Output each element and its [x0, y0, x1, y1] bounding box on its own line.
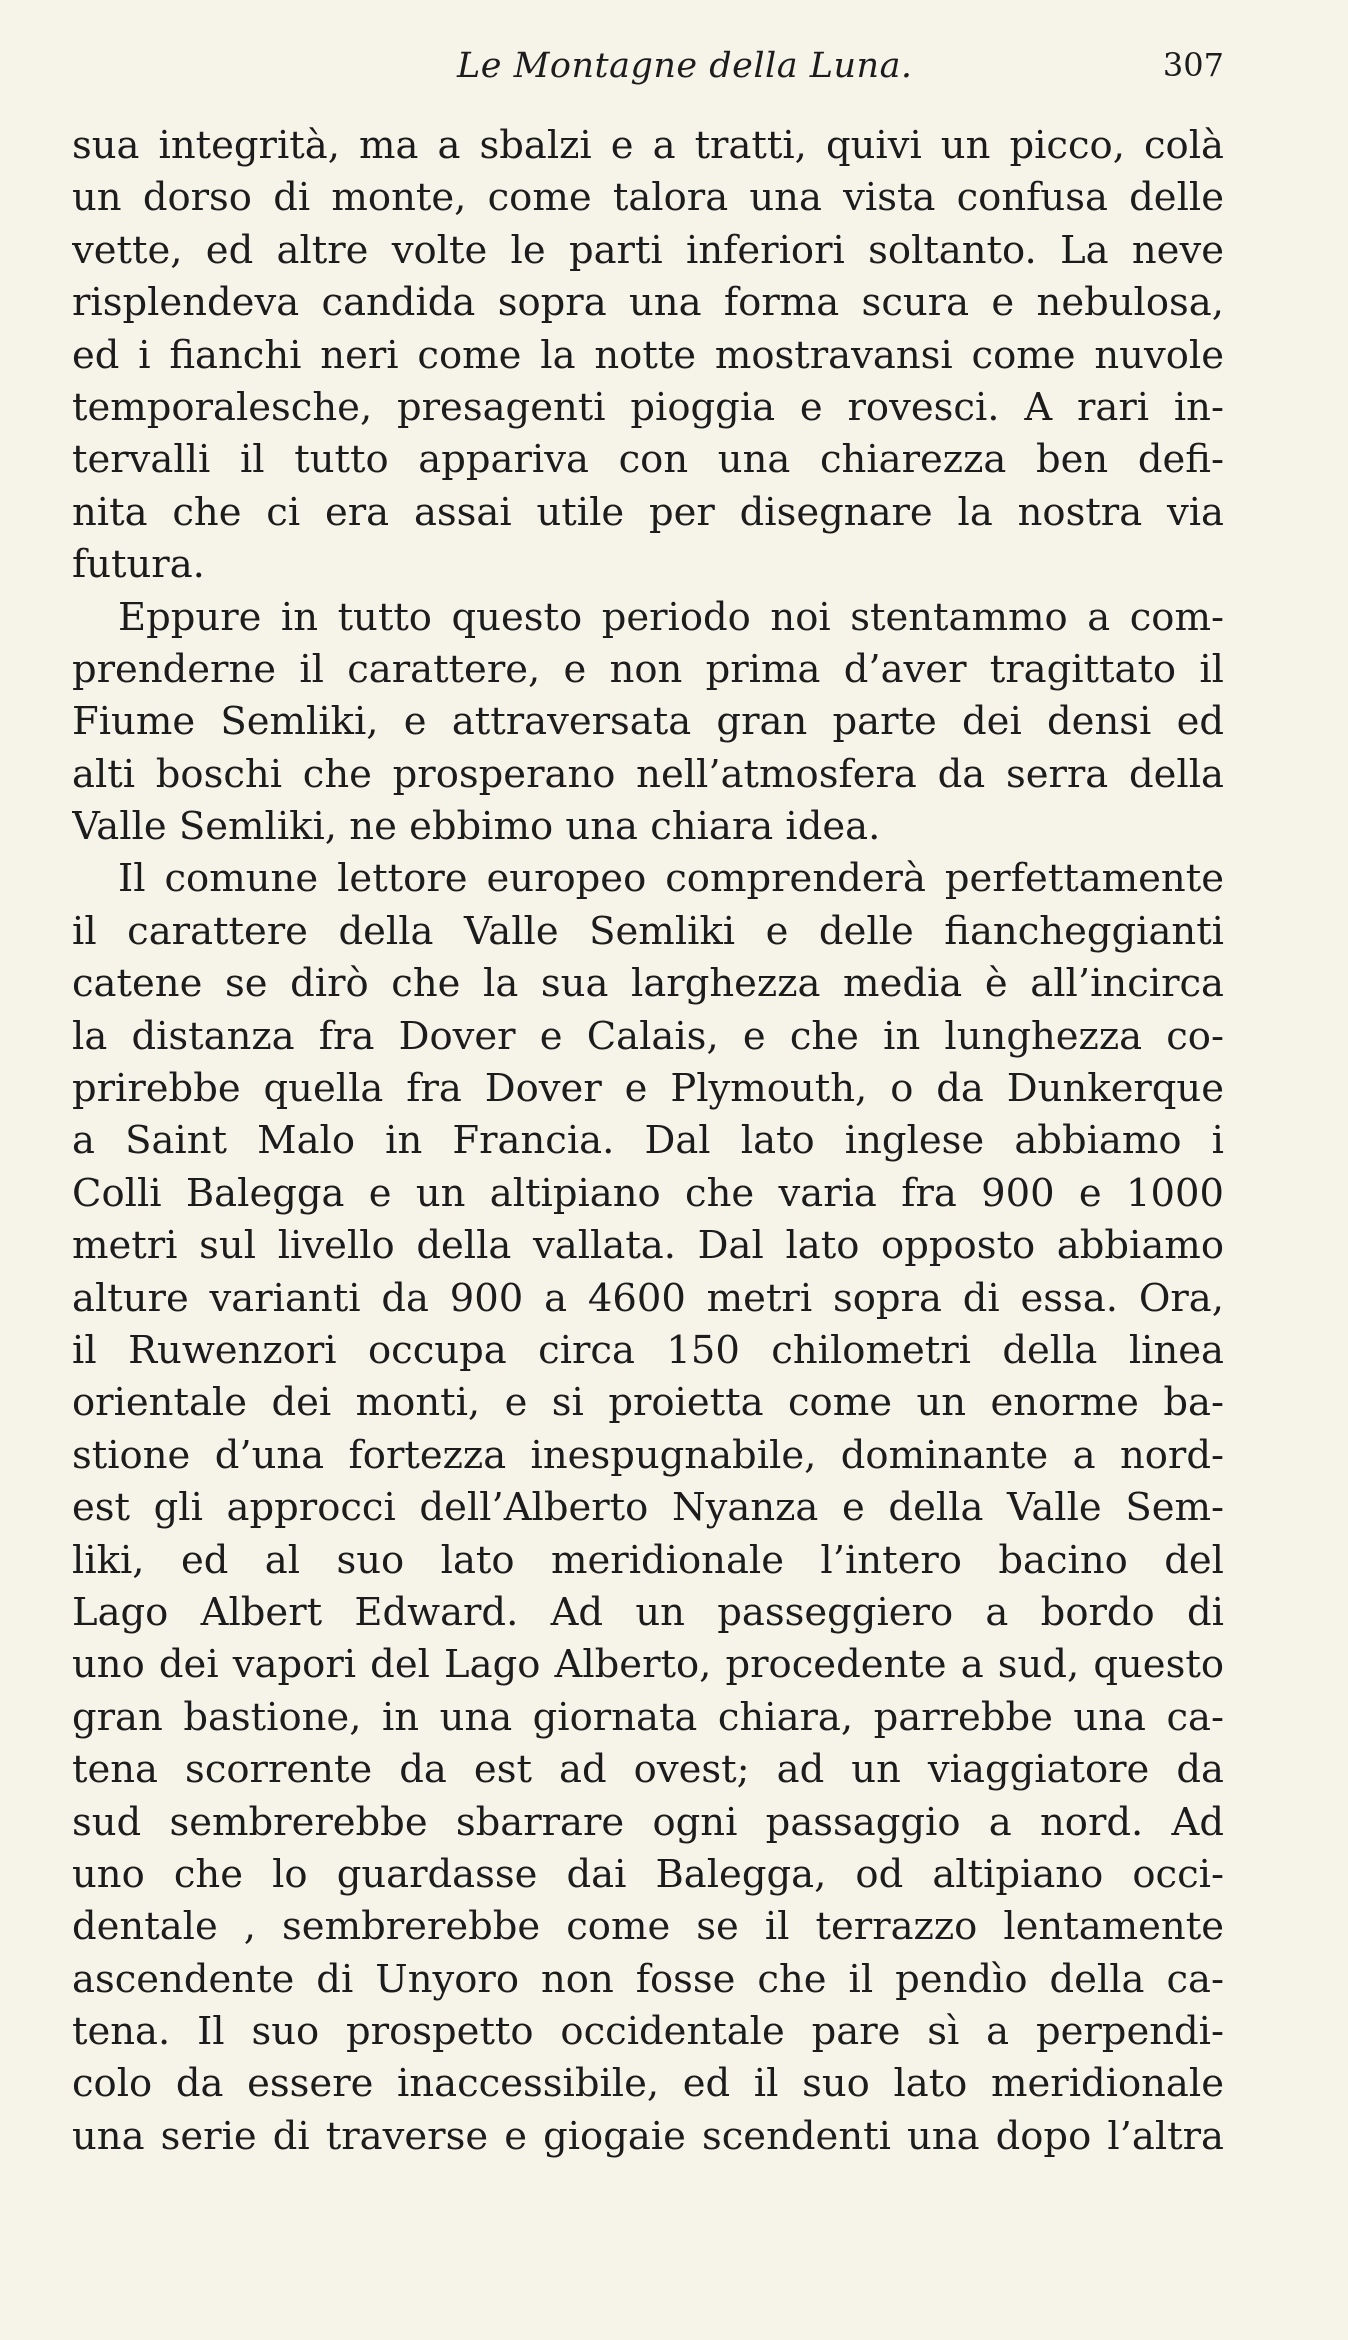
text-line: gran bastione, in una giornata chiara, parrebbe una ca- [72, 1694, 1224, 1740]
text-line: Il comune lettore europeo comprenderà perfettamente [118, 856, 1224, 902]
text-line: risplendeva candida sopra una forma scura e nebulosa, [72, 280, 1224, 326]
text-line: il carattere della Valle Semliki e delle fiancheggianti [72, 908, 1224, 954]
text-line: sud sembrerebbe sbarrare ogni passaggio a nord. Ad [72, 1799, 1224, 1845]
text-line: dentale , sembrerebbe come se il terrazzo lentamente [72, 1904, 1224, 1950]
running-title: Le Montagne della Luna. [457, 46, 913, 86]
text-line: Colli Balegga e un altipiano che varia fra 900 e 1000 [72, 1170, 1224, 1216]
text-line: alti boschi che prosperano nell’atmosfera da serra della [72, 751, 1224, 797]
text-line: liki, ed al suo lato meridionale l’intero bacino del [72, 1537, 1224, 1583]
text-line: futura. [72, 542, 205, 588]
text-line: alture varianti da 900 a 4600 metri sopra di essa. Ora, [72, 1275, 1224, 1321]
text-line: nita che ci era assai utile per disegnare la nostra via [72, 489, 1224, 535]
text-line: Valle Semliki, ne ebbimo una chiara idea. [72, 804, 881, 850]
text-line: Fiume Semliki, e attraversata gran parte dei densi ed [72, 699, 1224, 745]
text-line: temporalesche, presagenti pioggia e rovesci. A rari in- [72, 384, 1224, 430]
text-line: Eppure in tutto questo periodo noi stentammo a com- [118, 594, 1224, 640]
text-line: catene se dirò che la sua larghezza media è all’incirca [72, 961, 1224, 1007]
page-number: 307 [1162, 46, 1224, 84]
text-line: Lago Albert Edward. Ad un passeggiero a bordo di [72, 1589, 1224, 1635]
text-line: prenderne il carattere, e non prima d’aver tragittato il [72, 646, 1224, 692]
text-line: sua integrità, ma a sbalzi e a tratti, quivi un picco, colà [72, 123, 1224, 168]
text-line: tena scorrente da est ad ovest; ad un viaggiatore da [72, 1747, 1224, 1793]
text-line: vette, ed altre volte le parti inferiori soltanto. La neve [72, 227, 1224, 273]
text-line: metri sul livello della vallata. Dal lato opposto abbiamo [72, 1223, 1224, 1269]
page-header [72, 46, 1224, 90]
text-line: tervalli il tutto appariva con una chiarezza ben defi- [72, 437, 1224, 483]
text-line: uno che lo guardasse dai Balegga, od altipiano occi- [72, 1851, 1224, 1897]
text-line: la distanza fra Dover e Calais, e che in lunghezza co- [72, 1013, 1224, 1059]
body-text [72, 120, 1224, 2163]
text-line: stione d’una fortezza inespugnabile, dominante a nord- [72, 1432, 1224, 1478]
text-line: un dorso di monte, come talora una vista confusa delle [72, 175, 1224, 221]
text-line: ascendente di Unyoro non fosse che il pendìo della ca- [72, 1956, 1224, 2002]
text-line: tena. Il suo prospetto occidentale pare sì a perpendi- [72, 2009, 1224, 2055]
text-line: orientale dei monti, e si proietta come un enorme ba- [72, 1380, 1224, 1426]
text-line: colo da essere inaccessibile, ed il suo lato meridionale [72, 2061, 1224, 2107]
text-line: il Ruwenzori occupa circa 150 chilometri della linea [72, 1327, 1224, 1373]
text-line: una serie di traverse e giogaie scendenti una dopo l’altra [72, 2113, 1224, 2159]
text-line: est gli approcci dell’Alberto Nyanza e della Valle Sem- [72, 1485, 1224, 1531]
text-line: a Saint Malo in Francia. Dal lato inglese abbiamo i [72, 1118, 1224, 1164]
text-line: prirebbe quella fra Dover e Plymouth, o da Dunkerque [72, 1066, 1224, 1112]
text-line: uno dei vapori del Lago Alberto, procedente a sud, questo [72, 1642, 1224, 1688]
text-line: ed i fianchi neri come la notte mostravansi come nuvole [72, 332, 1224, 378]
